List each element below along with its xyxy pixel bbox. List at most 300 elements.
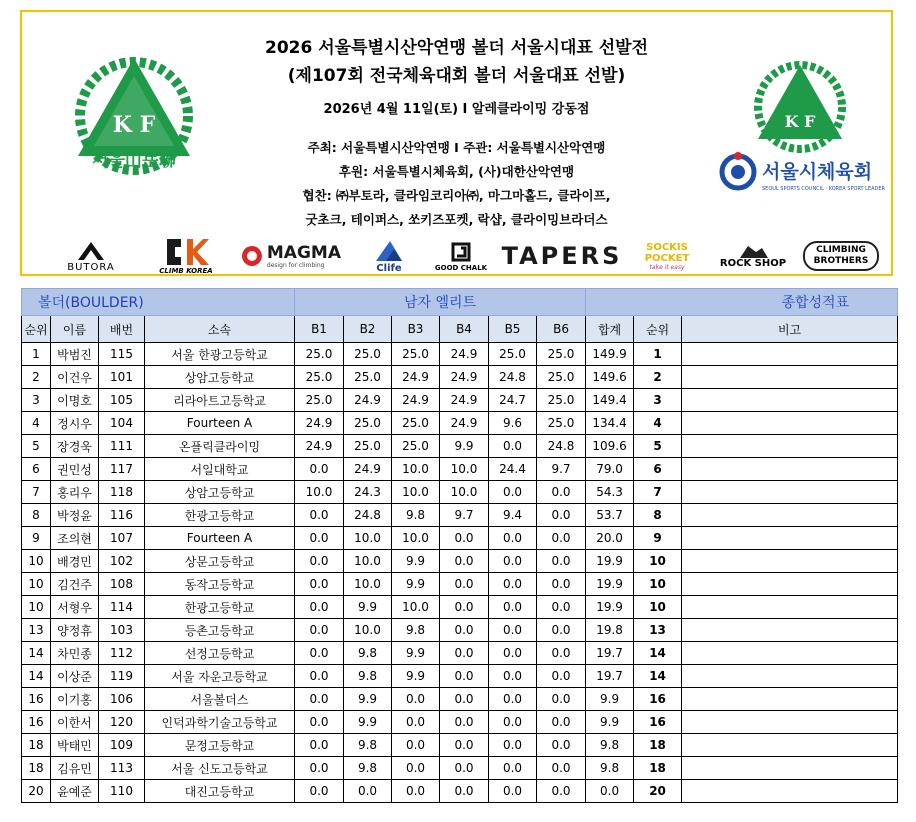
cell-rank: 5 bbox=[22, 435, 51, 458]
cell-total: 54.3 bbox=[586, 481, 634, 504]
cell-final-rank: 10 bbox=[634, 550, 682, 573]
sponsor-name: CLIMB KOREA bbox=[159, 267, 213, 275]
cell-rank: 10 bbox=[22, 596, 51, 619]
organizer-line-2: 후원: 서울특별시체육회, (사)대한산악연맹 bbox=[338, 164, 575, 179]
logo-seoul-text: 서울山岳聯 bbox=[92, 151, 176, 171]
cell-b1: 0.0 bbox=[295, 757, 344, 780]
cell-b6: 0.0 bbox=[537, 619, 586, 642]
table-row bbox=[22, 642, 898, 665]
cell-b5: 0.0 bbox=[489, 481, 537, 504]
cell-final-rank: 7 bbox=[634, 481, 682, 504]
table-row bbox=[22, 389, 898, 412]
cell-bib: 111 bbox=[99, 435, 145, 458]
cell-b3: 24.9 bbox=[392, 389, 440, 412]
cell-name: 차민종 bbox=[51, 642, 99, 665]
table-row bbox=[22, 435, 898, 458]
cell-name: 이한서 bbox=[51, 711, 99, 734]
cell-total: 149.4 bbox=[586, 389, 634, 412]
cell-final-rank: 8 bbox=[634, 504, 682, 527]
cell-b3: 10.0 bbox=[392, 596, 440, 619]
cell-b3: 10.0 bbox=[392, 458, 440, 481]
title-line-1: 2026 서울특별시산악연맹 볼더 서울시대표 선발전 bbox=[264, 38, 648, 58]
cell-b1: 24.9 bbox=[295, 435, 344, 458]
category-label: 남자 엘리트 bbox=[295, 289, 586, 316]
sponsor-climbing-brothers bbox=[801, 234, 881, 278]
cell-affiliation: 서울볼더스 bbox=[145, 688, 295, 711]
header-banner bbox=[20, 10, 893, 276]
cell-name: 장경욱 bbox=[51, 435, 99, 458]
sports-council-name: 서울시체육회 bbox=[762, 161, 873, 183]
column-header-b4: B4 bbox=[440, 316, 489, 343]
cell-b6: 24.8 bbox=[537, 435, 586, 458]
cell-b3: 0.0 bbox=[392, 734, 440, 757]
cell-bib: 103 bbox=[99, 619, 145, 642]
cell-name: 박정윤 bbox=[51, 504, 99, 527]
cell-b5: 0.0 bbox=[489, 688, 537, 711]
cell-b4: 0.0 bbox=[440, 688, 489, 711]
sponsor-tapers bbox=[501, 234, 623, 278]
cell-final-rank: 10 bbox=[634, 573, 682, 596]
cell-b3: 0.0 bbox=[392, 757, 440, 780]
logo-kf-text: K F bbox=[112, 112, 156, 138]
cell-bib: 112 bbox=[99, 642, 145, 665]
cell-b6: 9.7 bbox=[537, 458, 586, 481]
magma-icon bbox=[241, 245, 263, 267]
cell-total: 19.7 bbox=[586, 665, 634, 688]
cell-total: 9.8 bbox=[586, 757, 634, 780]
cell-final-rank: 9 bbox=[634, 527, 682, 550]
sponsor-climb-korea bbox=[146, 234, 226, 278]
cell-name: 홍리우 bbox=[51, 481, 99, 504]
cell-b3: 0.0 bbox=[392, 780, 440, 803]
cell-b1: 0.0 bbox=[295, 665, 344, 688]
cell-b6: 0.0 bbox=[537, 688, 586, 711]
cell-b4: 10.0 bbox=[440, 481, 489, 504]
event-date: 2026년 4월 11일(토) I 알레클라이밍 강동점 bbox=[323, 102, 590, 117]
cell-b4: 9.7 bbox=[440, 504, 489, 527]
cell-note bbox=[682, 435, 898, 458]
cell-affiliation: 온플릭클라이밍 bbox=[145, 435, 295, 458]
cell-b2: 9.8 bbox=[344, 757, 392, 780]
cell-rank: 14 bbox=[22, 642, 51, 665]
column-header-b3: B3 bbox=[392, 316, 440, 343]
cell-total: 134.4 bbox=[586, 412, 634, 435]
cell-b5: 0.0 bbox=[489, 596, 537, 619]
cell-note bbox=[682, 573, 898, 596]
cell-affiliation: Fourteen A bbox=[145, 412, 295, 435]
kf-small-logo-icon bbox=[752, 57, 848, 153]
table-row bbox=[22, 458, 898, 481]
cell-affiliation: 한광고등학교 bbox=[145, 504, 295, 527]
sponsor-name: TAPERS bbox=[501, 242, 623, 270]
cell-b4: 0.0 bbox=[440, 527, 489, 550]
cell-name: 양정휴 bbox=[51, 619, 99, 642]
cell-b6: 0.0 bbox=[537, 642, 586, 665]
sponsor-sub: take it easy bbox=[649, 263, 685, 271]
cell-name: 박태민 bbox=[51, 734, 99, 757]
cell-b6: 0.0 bbox=[537, 504, 586, 527]
cell-b1: 0.0 bbox=[295, 619, 344, 642]
cell-rank: 9 bbox=[22, 527, 51, 550]
cell-final-rank: 5 bbox=[634, 435, 682, 458]
cell-b3: 0.0 bbox=[392, 688, 440, 711]
organizer-line-1: 주최: 서울특별시산악연맹 I 주관: 서울특별시산악연맹 bbox=[307, 140, 606, 155]
cell-rank: 16 bbox=[22, 688, 51, 711]
column-header-b2: B2 bbox=[344, 316, 392, 343]
cell-b4: 0.0 bbox=[440, 757, 489, 780]
cell-rank: 13 bbox=[22, 619, 51, 642]
cell-b5: 0.0 bbox=[489, 550, 537, 573]
cell-b6: 0.0 bbox=[537, 596, 586, 619]
column-header-total: 합계 bbox=[586, 316, 634, 343]
cell-final-rank: 20 bbox=[634, 780, 682, 803]
title-line-2: (제107회 전국체육대회 볼더 서울대표 선발) bbox=[287, 66, 626, 86]
table-row bbox=[22, 366, 898, 389]
cell-b6: 25.0 bbox=[537, 389, 586, 412]
cell-b4: 0.0 bbox=[440, 734, 489, 757]
sponsor-name: CLIMBING BROTHERS bbox=[803, 241, 879, 271]
cell-rank: 16 bbox=[22, 711, 51, 734]
cell-total: 19.7 bbox=[586, 642, 634, 665]
cell-b3: 10.0 bbox=[392, 481, 440, 504]
cell-total: 79.0 bbox=[586, 458, 634, 481]
clife-icon bbox=[372, 239, 406, 263]
cell-b3: 10.0 bbox=[392, 527, 440, 550]
cell-name: 박범진 bbox=[51, 343, 99, 366]
cell-b2: 25.0 bbox=[344, 412, 392, 435]
cell-note bbox=[682, 343, 898, 366]
cell-note bbox=[682, 504, 898, 527]
cell-b1: 0.0 bbox=[295, 527, 344, 550]
column-header-b1: B1 bbox=[295, 316, 344, 343]
cell-b4: 24.9 bbox=[440, 389, 489, 412]
rock-shop-icon bbox=[738, 244, 768, 258]
seoul-sports-council-logo-icon bbox=[716, 150, 886, 198]
cell-b3: 24.9 bbox=[392, 366, 440, 389]
cell-rank: 10 bbox=[22, 573, 51, 596]
column-header-b6: B6 bbox=[537, 316, 586, 343]
cell-name: 윤예준 bbox=[51, 780, 99, 803]
cell-b3: 9.9 bbox=[392, 642, 440, 665]
cell-bib: 101 bbox=[99, 366, 145, 389]
cell-affiliation: 문정고등학교 bbox=[145, 734, 295, 757]
sponsor-magma bbox=[241, 234, 341, 278]
cell-bib: 118 bbox=[99, 481, 145, 504]
cell-rank: 3 bbox=[22, 389, 51, 412]
cell-bib: 116 bbox=[99, 504, 145, 527]
column-header-final-rank: 순위 bbox=[634, 316, 682, 343]
cell-b2: 9.8 bbox=[344, 642, 392, 665]
cell-b2: 9.9 bbox=[344, 688, 392, 711]
cell-b6: 0.0 bbox=[537, 573, 586, 596]
cell-affiliation: 동작고등학교 bbox=[145, 573, 295, 596]
cell-b6: 0.0 bbox=[537, 550, 586, 573]
cell-b6: 0.0 bbox=[537, 665, 586, 688]
cell-b2: 10.0 bbox=[344, 527, 392, 550]
table-row bbox=[22, 596, 898, 619]
cell-b4: 0.0 bbox=[440, 550, 489, 573]
column-header-row bbox=[22, 316, 898, 343]
cell-b2: 0.0 bbox=[344, 780, 392, 803]
cell-bib: 107 bbox=[99, 527, 145, 550]
cell-total: 149.6 bbox=[586, 366, 634, 389]
cell-bib: 105 bbox=[99, 389, 145, 412]
cell-total: 149.9 bbox=[586, 343, 634, 366]
cell-bib: 110 bbox=[99, 780, 145, 803]
sponsor-rock-shop bbox=[718, 234, 788, 278]
cell-b2: 25.0 bbox=[344, 366, 392, 389]
sponsor-clife bbox=[364, 234, 414, 278]
table-row bbox=[22, 550, 898, 573]
cell-b4: 10.0 bbox=[440, 458, 489, 481]
sponsor-name: GOOD CHALK bbox=[434, 264, 488, 272]
cell-b1: 0.0 bbox=[295, 458, 344, 481]
cell-note bbox=[682, 527, 898, 550]
cell-b5: 9.4 bbox=[489, 504, 537, 527]
column-header-b5: B5 bbox=[489, 316, 537, 343]
cell-b3: 25.0 bbox=[392, 343, 440, 366]
cell-affiliation: 리라아트고등학교 bbox=[145, 389, 295, 412]
cell-total: 19.9 bbox=[586, 573, 634, 596]
cell-note bbox=[682, 550, 898, 573]
cell-bib: 104 bbox=[99, 412, 145, 435]
cell-b3: 9.8 bbox=[392, 619, 440, 642]
cell-b5: 0.0 bbox=[489, 527, 537, 550]
cell-b1: 0.0 bbox=[295, 550, 344, 573]
cell-b3: 25.0 bbox=[392, 435, 440, 458]
cell-bib: 119 bbox=[99, 665, 145, 688]
column-header-note: 비고 bbox=[682, 316, 898, 343]
cell-name: 이건우 bbox=[51, 366, 99, 389]
cell-total: 19.8 bbox=[586, 619, 634, 642]
cell-b2: 10.0 bbox=[344, 573, 392, 596]
cell-name: 이명호 bbox=[51, 389, 99, 412]
cell-total: 9.9 bbox=[586, 688, 634, 711]
cell-b4: 0.0 bbox=[440, 642, 489, 665]
cell-total: 53.7 bbox=[586, 504, 634, 527]
cell-b1: 0.0 bbox=[295, 688, 344, 711]
cell-affiliation: 대진고등학교 bbox=[145, 780, 295, 803]
butora-icon bbox=[76, 240, 106, 262]
cell-name: 김유민 bbox=[51, 757, 99, 780]
cell-b1: 0.0 bbox=[295, 642, 344, 665]
cell-final-rank: 16 bbox=[634, 688, 682, 711]
cell-b2: 24.8 bbox=[344, 504, 392, 527]
cell-total: 9.9 bbox=[586, 711, 634, 734]
cell-b5: 24.4 bbox=[489, 458, 537, 481]
cell-b4: 24.9 bbox=[440, 366, 489, 389]
cell-b4: 0.0 bbox=[440, 711, 489, 734]
cell-note bbox=[682, 412, 898, 435]
cell-bib: 108 bbox=[99, 573, 145, 596]
cell-affiliation: 선정고등학교 bbox=[145, 642, 295, 665]
table-row bbox=[22, 412, 898, 435]
organizer-line-4: 굿초크, 테이퍼스, 쏘키즈포켓, 락샵, 클라이밍브라더스 bbox=[305, 212, 608, 227]
table-row bbox=[22, 619, 898, 642]
cell-affiliation: 서울 자운고등학교 bbox=[145, 665, 295, 688]
cell-affiliation: 서울 한광고등학교 bbox=[145, 343, 295, 366]
cell-b6: 25.0 bbox=[537, 366, 586, 389]
cell-note bbox=[682, 366, 898, 389]
cell-rank: 18 bbox=[22, 757, 51, 780]
cell-note bbox=[682, 711, 898, 734]
cell-b1: 0.0 bbox=[295, 504, 344, 527]
cell-total: 0.0 bbox=[586, 780, 634, 803]
report-label: 종합성적표 bbox=[586, 289, 898, 316]
cell-name: 정시우 bbox=[51, 412, 99, 435]
cell-affiliation: 등촌고등학교 bbox=[145, 619, 295, 642]
good-chalk-icon bbox=[449, 240, 473, 264]
cell-b2: 24.3 bbox=[344, 481, 392, 504]
cell-affiliation: 상암고등학교 bbox=[145, 481, 295, 504]
table-row bbox=[22, 688, 898, 711]
cell-note bbox=[682, 688, 898, 711]
cell-bib: 102 bbox=[99, 550, 145, 573]
cell-b1: 0.0 bbox=[295, 780, 344, 803]
cell-final-rank: 13 bbox=[634, 619, 682, 642]
cell-affiliation: 한광고등학교 bbox=[145, 596, 295, 619]
cell-b2: 9.9 bbox=[344, 596, 392, 619]
sponsor-name: MAGMA bbox=[266, 242, 341, 263]
cell-note bbox=[682, 458, 898, 481]
cell-rank: 14 bbox=[22, 665, 51, 688]
right-logo-text: K F bbox=[784, 112, 816, 131]
cell-b1: 25.0 bbox=[295, 366, 344, 389]
cell-b4: 24.9 bbox=[440, 412, 489, 435]
cell-final-rank: 10 bbox=[634, 596, 682, 619]
cell-b5: 0.0 bbox=[489, 780, 537, 803]
cell-b3: 0.0 bbox=[392, 711, 440, 734]
cell-b2: 25.0 bbox=[344, 343, 392, 366]
cell-final-rank: 14 bbox=[634, 665, 682, 688]
cell-b2: 24.9 bbox=[344, 458, 392, 481]
cell-bib: 109 bbox=[99, 734, 145, 757]
cell-b1: 24.9 bbox=[295, 412, 344, 435]
cell-rank: 8 bbox=[22, 504, 51, 527]
cell-bib: 120 bbox=[99, 711, 145, 734]
table-row bbox=[22, 665, 898, 688]
section-label: 볼더(BOULDER) bbox=[22, 289, 295, 316]
cell-b2: 10.0 bbox=[344, 619, 392, 642]
cell-affiliation: 상문고등학교 bbox=[145, 550, 295, 573]
table-row bbox=[22, 527, 898, 550]
organizer-line-3: 협찬: ㈜부토라, 클라임코리아㈜, 마그마홀드, 클라이프, bbox=[302, 188, 611, 203]
cell-note bbox=[682, 642, 898, 665]
cell-b2: 25.0 bbox=[344, 435, 392, 458]
cell-bib: 114 bbox=[99, 596, 145, 619]
cell-affiliation: 인덕과학기술고등학교 bbox=[145, 711, 295, 734]
cell-b5: 0.0 bbox=[489, 665, 537, 688]
cell-bib: 115 bbox=[99, 343, 145, 366]
cell-b6: 0.0 bbox=[537, 711, 586, 734]
sponsor-good-chalk bbox=[426, 234, 496, 278]
cell-b5: 0.0 bbox=[489, 711, 537, 734]
column-header-bib: 배번 bbox=[99, 316, 145, 343]
column-header-affiliation: 소속 bbox=[145, 316, 295, 343]
cell-b2: 10.0 bbox=[344, 550, 392, 573]
sponsor-sockis-pocket bbox=[636, 234, 698, 278]
cell-b5: 0.0 bbox=[489, 435, 537, 458]
column-header-name: 이름 bbox=[51, 316, 99, 343]
table-row bbox=[22, 573, 898, 596]
cell-note bbox=[682, 596, 898, 619]
cell-b1: 0.0 bbox=[295, 596, 344, 619]
cell-affiliation: 상암고등학교 bbox=[145, 366, 295, 389]
cell-b1: 0.0 bbox=[295, 711, 344, 734]
cell-b5: 24.8 bbox=[489, 366, 537, 389]
cell-b3: 9.8 bbox=[392, 504, 440, 527]
cell-note bbox=[682, 757, 898, 780]
sponsor-name: SOCKIS POCKET bbox=[644, 241, 690, 264]
cell-b4: 9.9 bbox=[440, 435, 489, 458]
cell-b5: 0.0 bbox=[489, 573, 537, 596]
column-header-rank: 순위 bbox=[22, 316, 51, 343]
cell-b6: 0.0 bbox=[537, 734, 586, 757]
table-row bbox=[22, 343, 898, 366]
cell-b4: 0.0 bbox=[440, 780, 489, 803]
table-row bbox=[22, 504, 898, 527]
cell-b5: 0.0 bbox=[489, 734, 537, 757]
cell-b4: 24.9 bbox=[440, 343, 489, 366]
cell-final-rank: 18 bbox=[634, 757, 682, 780]
cell-b6: 0.0 bbox=[537, 757, 586, 780]
cell-b6: 0.0 bbox=[537, 481, 586, 504]
cell-total: 9.8 bbox=[586, 734, 634, 757]
table-row bbox=[22, 481, 898, 504]
cell-b4: 0.0 bbox=[440, 619, 489, 642]
sponsor-name: BUTORA bbox=[67, 261, 115, 273]
cell-name: 이상준 bbox=[51, 665, 99, 688]
cell-rank: 7 bbox=[22, 481, 51, 504]
cell-rank: 6 bbox=[22, 458, 51, 481]
cell-final-rank: 14 bbox=[634, 642, 682, 665]
cell-b5: 24.7 bbox=[489, 389, 537, 412]
cell-b5: 0.0 bbox=[489, 757, 537, 780]
cell-b4: 0.0 bbox=[440, 665, 489, 688]
cell-name: 권민성 bbox=[51, 458, 99, 481]
climb-korea-icon bbox=[163, 237, 209, 267]
cell-b6: 0.0 bbox=[537, 527, 586, 550]
cell-rank: 4 bbox=[22, 412, 51, 435]
cell-rank: 2 bbox=[22, 366, 51, 389]
cell-b1: 25.0 bbox=[295, 343, 344, 366]
cell-final-rank: 1 bbox=[634, 343, 682, 366]
cell-b1: 0.0 bbox=[295, 573, 344, 596]
cell-note bbox=[682, 734, 898, 757]
cell-b3: 9.9 bbox=[392, 665, 440, 688]
cell-affiliation: 서울 신도고등학교 bbox=[145, 757, 295, 780]
sponsor-sub: design for climbing bbox=[266, 261, 325, 269]
cell-rank: 1 bbox=[22, 343, 51, 366]
cell-final-rank: 16 bbox=[634, 711, 682, 734]
cell-bib: 117 bbox=[99, 458, 145, 481]
results-table bbox=[21, 288, 898, 803]
table-row bbox=[22, 780, 898, 803]
cell-affiliation: 서일대학교 bbox=[145, 458, 295, 481]
cell-total: 19.9 bbox=[586, 596, 634, 619]
cell-note bbox=[682, 665, 898, 688]
cell-name: 이기홍 bbox=[51, 688, 99, 711]
cell-rank: 20 bbox=[22, 780, 51, 803]
sponsor-strip bbox=[46, 234, 892, 278]
cell-bib: 106 bbox=[99, 688, 145, 711]
cell-b2: 9.8 bbox=[344, 734, 392, 757]
cell-rank: 18 bbox=[22, 734, 51, 757]
cell-affiliation: Fourteen A bbox=[145, 527, 295, 550]
cell-b3: 9.9 bbox=[392, 550, 440, 573]
cell-b1: 0.0 bbox=[295, 734, 344, 757]
sponsor-butora bbox=[56, 234, 126, 278]
